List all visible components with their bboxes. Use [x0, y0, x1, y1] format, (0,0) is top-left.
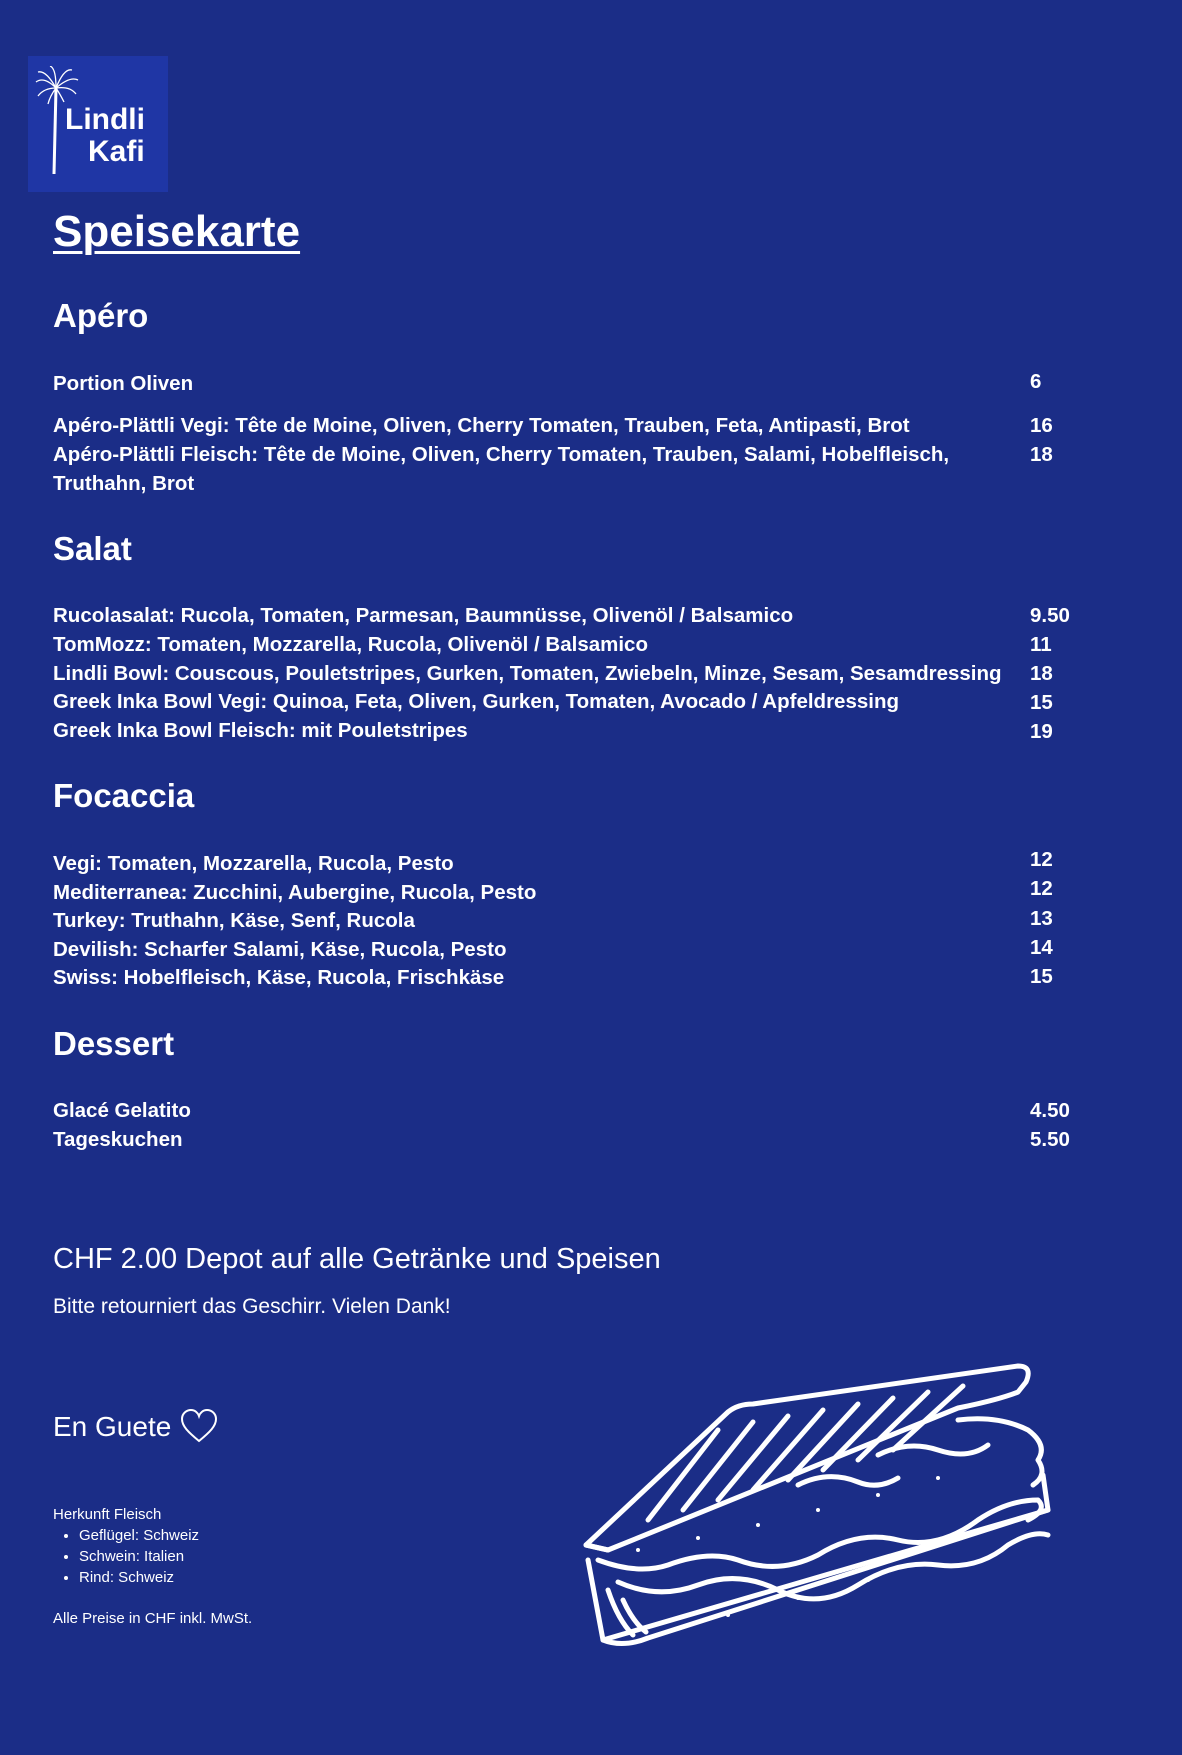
section-heading-salat: Salat	[53, 530, 132, 567]
list-item: • Geflügel: Schweiz	[79, 1525, 199, 1546]
menu-item-price: 18	[1030, 443, 1053, 466]
depot-note: CHF 2.00 Depot auf alle Getränke und Speisen	[53, 1243, 661, 1275]
menu-item-price: 14	[1030, 936, 1053, 959]
list-item: • Schwein: Italien	[79, 1546, 199, 1567]
menu-item: Mediterranea: Zucchini, Aubergine, Rucola, Pesto	[53, 881, 537, 904]
prices-note: Alle Preise in CHF inkl. MwSt.	[53, 1610, 253, 1627]
origin-list	[53, 1525, 199, 1588]
sandwich-illustration	[578, 1360, 1068, 1650]
menu-item: Rucolasalat: Rucola, Tomaten, Parmesan, Baumnüsse, Olivenöl / Balsamico	[53, 604, 794, 627]
menu-item: Lindli Bowl: Couscous, Pouletstripes, Gurken, Tomaten, Zwiebeln, Minze, Sesam, Sesamdressing	[53, 662, 1002, 685]
section-heading-dessert: Dessert	[53, 1025, 175, 1062]
logo-line-1: Lindli	[65, 103, 145, 136]
menu-item: Tageskuchen	[53, 1128, 183, 1151]
menu-item: TomMozz: Tomaten, Mozzarella, Rucola, Olivenöl / Balsamico	[53, 633, 648, 656]
menu-item-price: 13	[1030, 907, 1053, 930]
section-heading-focaccia: Focaccia	[53, 777, 195, 814]
menu-item: Swiss: Hobelfleisch, Käse, Rucola, Frischkäse	[53, 966, 505, 989]
menu-item: Greek Inka Bowl Vegi: Quinoa, Feta, Oliven, Gurken, Tomaten, Avocado / Apfeldressing	[53, 690, 900, 713]
menu-item: Vegi: Tomaten, Mozzarella, Rucola, Pesto	[53, 852, 454, 875]
menu-item-price: 19	[1030, 720, 1053, 743]
menu-item-price: 15	[1030, 691, 1053, 714]
menu-item-price: 12	[1030, 848, 1053, 871]
thanks-note: Bitte retourniert das Geschirr. Vielen Dank!	[53, 1295, 451, 1318]
menu-item-price: 6	[1030, 370, 1042, 393]
page-title: Speisekarte	[53, 207, 301, 256]
menu-item: Greek Inka Bowl Fleisch: mit Pouletstripes	[53, 719, 468, 742]
menu-item-price: 11	[1030, 633, 1052, 656]
menu-item-price: 4.50	[1030, 1099, 1070, 1122]
menu-item-price: 16	[1030, 414, 1053, 437]
logo-line-2: Kafi	[88, 135, 145, 168]
en-guete-text: En Guete	[53, 1411, 172, 1442]
menu-item: Apéro-Plättli Vegi: Tête de Moine, Oliven, Cherry Tomaten, Trauben, Feta, Antipasti, Brot	[53, 414, 910, 437]
menu-item: Glacé Gelatito	[53, 1099, 191, 1122]
list-item: • Rind: Schweiz	[79, 1567, 199, 1588]
menu-item-price: 5.50	[1030, 1128, 1070, 1151]
menu-item: Apéro-Plättli Fleisch: Tête de Moine, Oliven, Cherry Tomaten, Trauben, Salami, Hobelfleisch, Truthahn, Brot	[53, 443, 950, 495]
menu-item-price: 15	[1030, 965, 1053, 988]
menu-item: Devilish: Scharfer Salami, Käse, Rucola, Pesto	[53, 938, 507, 961]
heart-icon	[180, 1408, 218, 1444]
menu-item: Portion Oliven	[53, 372, 194, 395]
origin-title: Herkunft Fleisch	[53, 1506, 162, 1523]
logo	[28, 56, 168, 192]
menu-item-price: 18	[1030, 662, 1053, 685]
section-heading-apero: Apéro	[53, 297, 149, 334]
menu-item: Turkey: Truthahn, Käse, Senf, Rucola	[53, 909, 415, 932]
menu-item-price: 9.50	[1030, 604, 1070, 627]
menu-item-price: 12	[1030, 877, 1053, 900]
